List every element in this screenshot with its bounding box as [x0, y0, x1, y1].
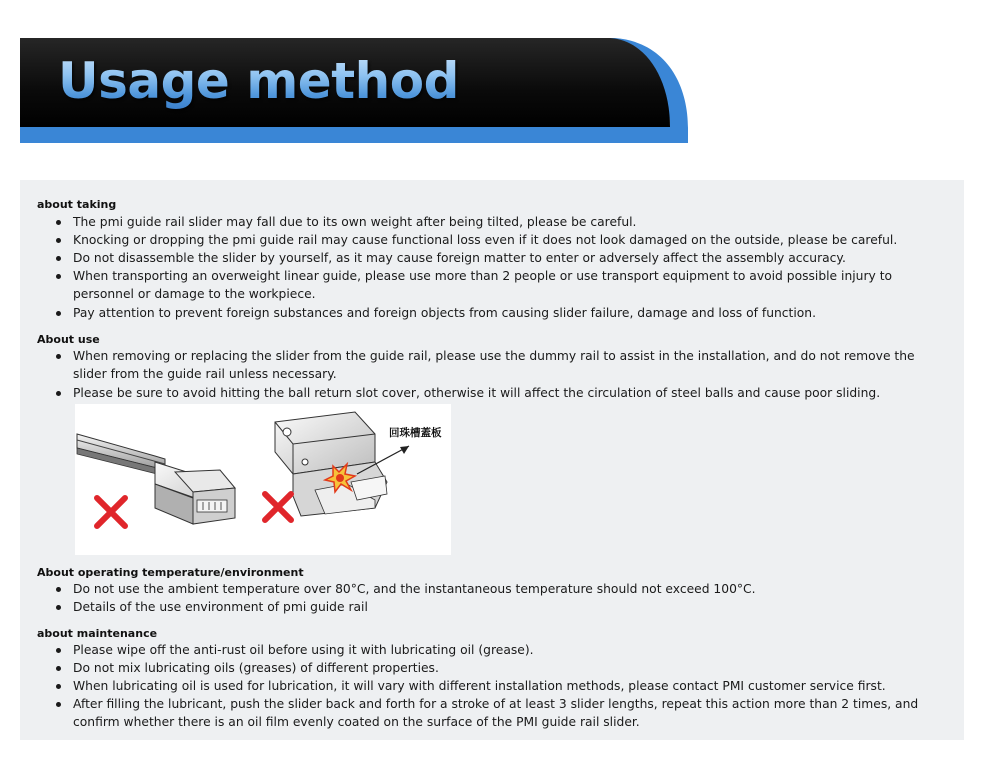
bullet-dot: [56, 648, 61, 653]
list-item: Please be sure to avoid hitting the ball return slot cover, otherwise it will affect the circulation of steel balls and cause poor sliding.: [56, 384, 946, 402]
bullet-dot: [56, 666, 61, 671]
list-item: When transporting an overweight linear guide, please use more than 2 people or use transport equipment to avoid possible injury to personnel or damage to the workpiece.: [56, 267, 946, 303]
list-item: Do not use the ambient temperature over 80°C, and the instantaneous temperature should not exceed 100°C.: [56, 580, 946, 598]
list-item: Knocking or dropping the pmi guide rail may cause functional loss even if it does not look damaged on the outside, please be careful.: [56, 231, 946, 249]
list-item: When removing or replacing the slider from the guide rail, please use the dummy rail to assist in the installation, and do not remove the slider from the guide rail unless necessary.: [56, 347, 946, 383]
bullet-dot: [56, 354, 61, 359]
bullet-dot: [56, 238, 61, 243]
list-item: Do not disassemble the slider by yourself, as it may cause foreign matter to enter or adversely affect the assembly accuracy.: [56, 249, 946, 267]
wrong-mark-icon: [97, 498, 125, 526]
section-title-about-taking: about taking: [37, 198, 117, 211]
bullet-dot: [56, 605, 61, 610]
callout-label: 回珠槽蓋板: [389, 427, 442, 439]
bullet-dot: [56, 391, 61, 396]
section-title-about-maintenance: about maintenance: [37, 627, 158, 640]
bullet-dot: [56, 684, 61, 689]
content-panel: [20, 180, 964, 740]
section-title-about-use: About use: [37, 333, 100, 346]
wrong-mark-icon: [265, 494, 291, 520]
usage-illustration: [75, 404, 451, 555]
list-item: Do not mix lubricating oils (greases) of different properties.: [56, 659, 946, 677]
page-title: Usage method: [58, 52, 459, 110]
bullet-dot: [56, 311, 61, 316]
list-item: When lubricating oil is used for lubrication, it will vary with different installation methods, please contact PMI customer service first.: [56, 677, 946, 695]
list-item: After filling the lubricant, push the slider back and forth for a stroke of at least 3 slider lengths, repeat this action more than 2 times, and confirm whether there is an oil film evenly coated on the surface of the PMI guide rail slider.: [56, 695, 946, 731]
section-title-operating-environment: About operating temperature/environment: [37, 566, 304, 579]
right-slider-block: [275, 412, 387, 516]
bullet-dot: [56, 274, 61, 279]
bullet-dot: [56, 220, 61, 225]
bullet-dot: [56, 587, 61, 592]
slider-rail-drawing: [75, 404, 451, 555]
list-item: Please wipe off the anti-rust oil before using it with lubricating oil (grease).: [56, 641, 946, 659]
list-item: Details of the use environment of pmi guide rail: [56, 598, 946, 616]
bullet-dot: [56, 256, 61, 261]
list-item: Pay attention to prevent foreign substances and foreign objects from causing slider failure, damage and loss of function.: [56, 304, 946, 322]
header-banner: [20, 38, 690, 143]
left-slider-on-rail: [77, 434, 235, 524]
bullet-dot: [56, 702, 61, 707]
list-item: The pmi guide rail slider may fall due to its own weight after being tilted, please be careful.: [56, 213, 946, 231]
